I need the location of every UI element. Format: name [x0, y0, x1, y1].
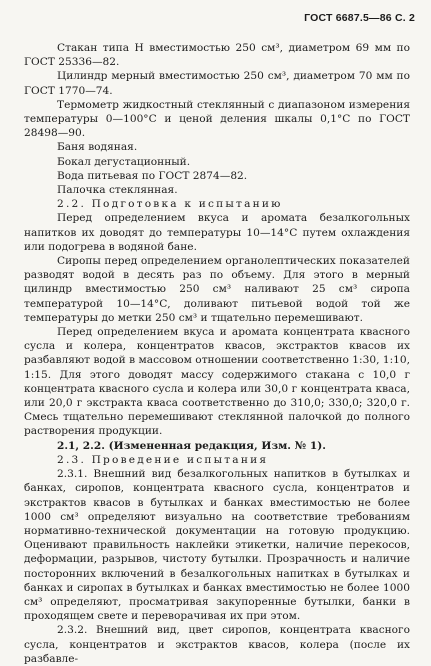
- paragraph: 2.3.2. Внешний вид, цвет сиропов, концентрата квасного сусла, концентратов и экстрактов квасов, колера (после их разбавле-: [24, 624, 410, 665]
- paragraph: Цилиндр мерный вместимостью 250 см³, диаметром 70 мм по ГОСТ 1770—74.: [24, 70, 410, 97]
- paragraph: Палочка стеклянная.: [57, 184, 178, 197]
- paragraph: Перед определением вкуса и аромата безалкогольных напитков их доводят до температуры 10—14°С путем охлаждения или подогрева в водяной бане.: [24, 212, 410, 253]
- page-header: ГОСТ 6687.5—86 С. 2: [304, 12, 415, 24]
- amendment-note: 2.1, 2.2. (Измененная редакция, Изм. № 1).: [57, 439, 326, 452]
- paragraph: Баня водяная.: [57, 141, 138, 154]
- document-body: [24, 41, 410, 666]
- paragraph: Термометр жидкостный стеклянный с диапазоном измерения температуры 0—100°С и ценой деления шкалы 0,1°С по ГОСТ 28498—90.: [24, 98, 410, 140]
- paragraph: Перед определением вкуса и аромата концентрата квасного сусла и колера, концентратов квасов, экстрактов квасов их разбавляют водой в массовом отношении соответственно 1:30, 1:10, 1:15. Для этого доводят массу содержимого стакана с 10,0 г концентрата квасного сусла и колера или 30,0 г концентрата кваса, или 20,0 г экстракта кваса соответственно до 310,0; 330,0; 320,0 г. Смесь тщательно перемешивают стеклянной палочкой до полного растворения продукции.: [24, 326, 410, 438]
- paragraph: 2.3.1. Внешний вид безалкогольных напитков в бутылках и банках, сиропов, концентрата квасного сусла, концентратов и экстрактов квасов в бутылках и банках вместимостью не более 1000 см³ определяют визуально на соответствие требованиям нормативно-технической документации на готовую продукцию. Оценивают правильность наклейки этикетки, наличие перекосов, деформации, разрывов, чистоту бутылки. Прозрачность и наличие посторонних включений в безалкогольных напитках в бутылках и банках и сиропах в бутылках и банках вместимостью не более 1000 см³ определяют, просматривая закупоренные бутылки, банки в проходящем свете и переворачивая их при этом.: [24, 468, 410, 623]
- paragraph: Вода питьевая по ГОСТ 2874—82.: [57, 169, 248, 182]
- paragraph: Стакан типа Н вместимостью 250 см³, диаметром 69 мм по ГОСТ 25336—82.: [24, 42, 410, 69]
- paragraph: Сиропы перед определением органолептических показателей разводят водой в десять раз по объему. Для этого в мерный цилиндр вместимостью 250 см³ наливают 25 см³ сиропа температурой 10—14°С, доливают питьевой водой той же температуры до метки 250 см³ и тщательно перемешивают.: [24, 255, 410, 324]
- paragraph: Бокал дегустационный.: [57, 155, 191, 168]
- section-heading: 2.3. Проведение испытания: [57, 453, 269, 466]
- section-heading: 2.2. Подготовка к испытанию: [57, 198, 283, 211]
